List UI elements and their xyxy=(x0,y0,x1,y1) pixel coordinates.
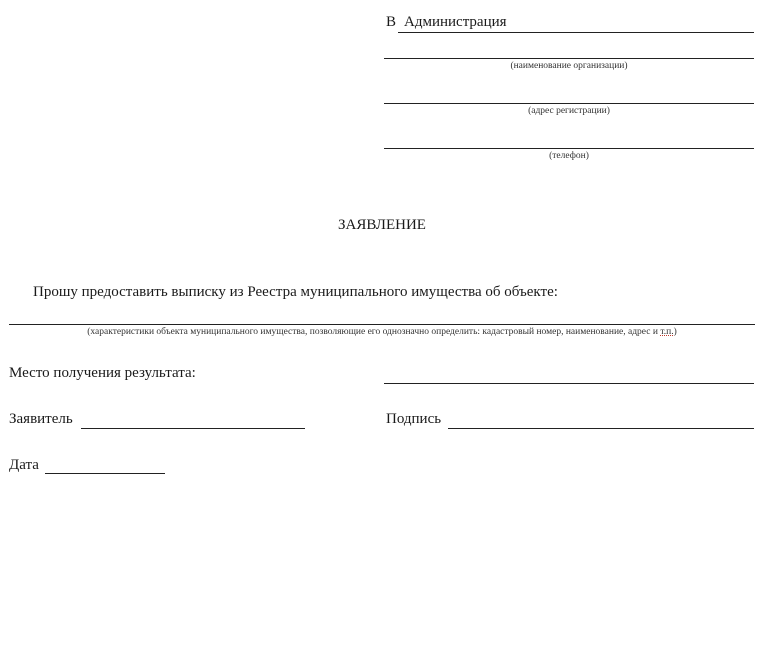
address-field[interactable] xyxy=(384,103,754,104)
date-label: Дата xyxy=(9,457,39,473)
recipient-underline xyxy=(398,32,754,33)
object-caption-abbrev: т.п. xyxy=(660,327,674,337)
recipient-name[interactable]: Администрация xyxy=(404,14,507,30)
address-caption: (адрес регистрации) xyxy=(528,106,610,116)
signature-label: Подпись xyxy=(386,411,442,427)
request-text: Прошу предоставить выписку из Реестра муниципального имущества об объекте: xyxy=(33,284,558,300)
phone-field[interactable] xyxy=(384,148,754,149)
applicant-label: Заявитель xyxy=(9,411,73,427)
object-caption-main: (характеристики объекта муниципального имущества, позволяющие его однозначно определить: кадастровый номер, наименование, адрес и xyxy=(87,327,661,337)
result-place-label: Место получения результата: xyxy=(9,365,196,381)
object-caption-end: ) xyxy=(673,327,677,337)
signature-field[interactable] xyxy=(448,428,754,429)
org-name-field[interactable] xyxy=(384,58,754,59)
org-name-caption: (наименование организации) xyxy=(510,61,628,71)
recipient-prefix: В xyxy=(386,14,397,30)
phone-caption: (телефон) xyxy=(549,151,589,161)
object-description-field[interactable] xyxy=(9,324,755,325)
document-title: ЗАЯВЛЕНИЕ xyxy=(338,217,426,233)
result-place-field[interactable] xyxy=(384,383,754,384)
date-field[interactable] xyxy=(45,473,165,474)
object-description-caption xyxy=(9,327,755,337)
applicant-field[interactable] xyxy=(81,428,305,429)
